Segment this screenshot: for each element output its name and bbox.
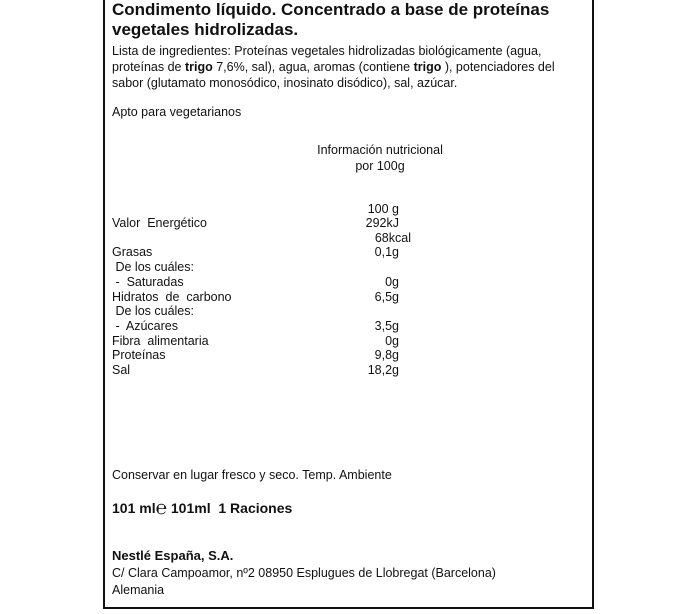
nutrition-row-label: Hidratos de carbono (112, 289, 232, 304)
nutrition-row-label: Sal (112, 363, 131, 377)
estimated-sign-icon: ℮ (155, 498, 167, 519)
company-country: Alemania (112, 583, 165, 597)
ingredients-line-3: sabor (glutamato monosódico, inosinato disódico), sal, azúcar. (112, 76, 458, 90)
company-name: Nestlé España, S.A. (112, 548, 234, 563)
nutrition-row-value: 18,2g (367, 363, 399, 377)
nutrition-column-header: 100 g (367, 202, 399, 216)
allergen-wheat: trigo (413, 60, 442, 74)
nutrition-row-label: - Azúcares (112, 318, 178, 333)
product-title-line-2: vegetales hidrolizadas. (112, 20, 299, 39)
nutrition-heading-line-2: por 100g (355, 159, 405, 173)
nutrition-heading-line-1: Información nutricional (317, 143, 443, 157)
nutrition-row-value: 6,5g (374, 289, 399, 304)
nutrition-row-value: 0g (385, 274, 399, 289)
nutrition-row-value: 292kJ (365, 216, 399, 230)
nominal-quantity: 101 ml (112, 500, 156, 516)
quantity-line (112, 497, 292, 519)
nutrition-row-value: 0g (385, 333, 399, 348)
ingredients-line-1: Lista de ingredientes: Proteínas vegetales hidrolizadas biológicamente (agua, (112, 44, 542, 58)
servings: 1 Raciones (218, 500, 293, 516)
nutrition-row-label: Valor Energético (112, 216, 207, 230)
nutrition-row-value: 9,8g (374, 348, 399, 363)
allergen-wheat: trigo (184, 60, 213, 74)
company-address: C/ Clara Campoamor, nº2 08950 Esplugues de Llobregat (Barcelona) (112, 566, 496, 580)
nutrition-label-panel (103, 0, 594, 609)
storage-instructions: Conservar en lugar fresco y seco. Temp. Ambiente (112, 468, 392, 482)
ingredients-line-2 (112, 59, 555, 75)
ingredients-text: ), potenciadores del (441, 60, 555, 74)
vegetarian-note: Apto para vegetarianos (112, 105, 242, 119)
nutrition-row-label: Grasas (112, 245, 153, 260)
product-title-line-1: Condimento líquido. Concentrado a base de proteínas (112, 0, 550, 19)
nutrition-row-label: De los cuáles: (112, 304, 194, 319)
nutrition-row-label: Fibra alimentaria (112, 333, 209, 348)
nutrition-row-value: 3,5g (374, 318, 399, 333)
nutrition-row-value: 0,1g (374, 245, 399, 260)
ingredients-text: proteínas de (112, 60, 185, 74)
nutrition-row-label: - Saturadas (112, 274, 184, 289)
nutrition-row-label: De los cuáles: (112, 260, 194, 275)
ingredients-text: 7,6%, sal), agua, aromas (contiene (212, 60, 414, 74)
nutrition-row-label: Proteínas (112, 348, 166, 363)
net-quantity: 101ml (170, 500, 211, 516)
nutrition-row-value: 68kcal (374, 230, 411, 245)
